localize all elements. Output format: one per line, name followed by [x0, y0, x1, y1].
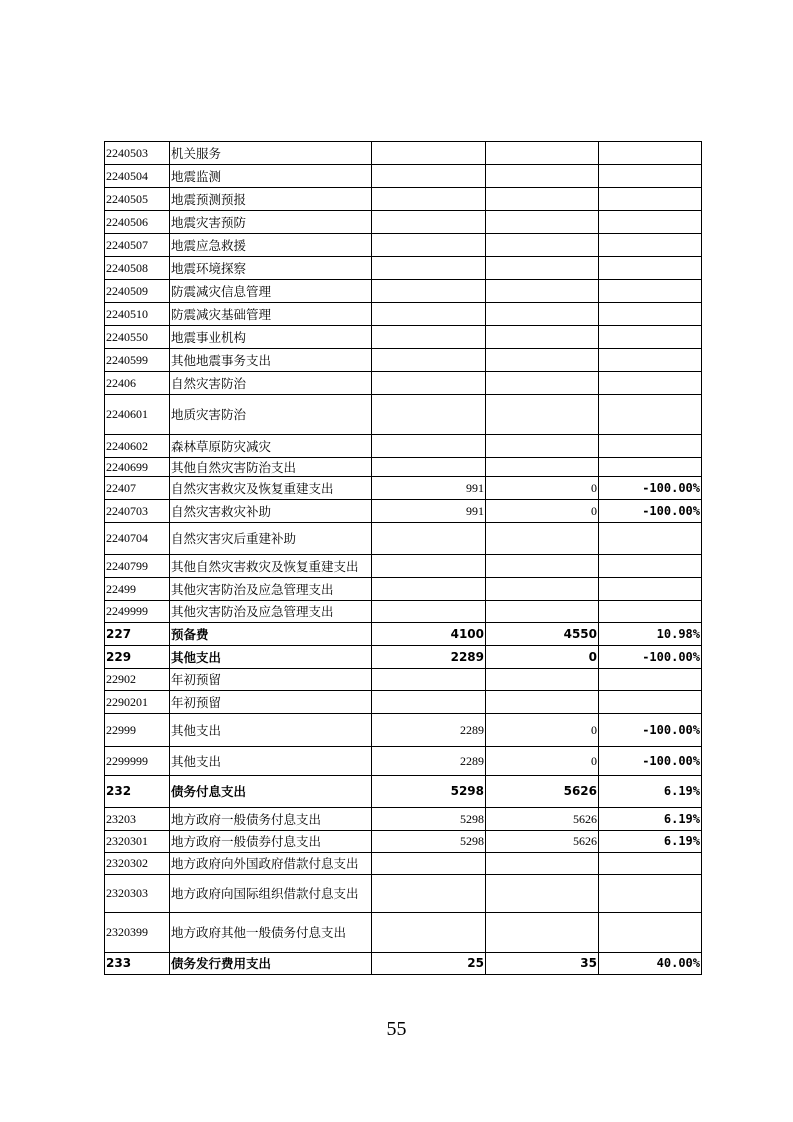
item-name: 自然灾害灾后重建补助	[170, 523, 372, 555]
item-name: 地方政府一般债券付息支出	[170, 831, 372, 853]
item-name: 其他自然灾害防治支出	[170, 458, 372, 477]
item-name: 其他地震事务支出	[170, 349, 372, 372]
prior-amount: 991	[372, 500, 486, 523]
current-amount	[486, 395, 599, 435]
table-row	[105, 601, 702, 623]
table-row	[105, 875, 702, 913]
budget-table	[104, 141, 702, 975]
table-row	[105, 477, 702, 500]
prior-amount: 4100	[372, 623, 486, 646]
change-percent	[599, 188, 702, 211]
current-amount	[486, 326, 599, 349]
item-name: 其他灾害防治及应急管理支出	[170, 578, 372, 601]
prior-amount: 2289	[372, 747, 486, 776]
change-percent: -100.00%	[599, 477, 702, 500]
prior-amount	[372, 234, 486, 257]
table-row	[105, 714, 702, 747]
item-name: 年初预留	[170, 691, 372, 714]
page-number: 55	[386, 1018, 407, 1040]
table-row	[105, 646, 702, 669]
change-percent	[599, 691, 702, 714]
table-row	[105, 747, 702, 776]
item-name: 防震减灾基础管理	[170, 303, 372, 326]
current-amount: 0	[486, 477, 599, 500]
item-name: 地质灾害防治	[170, 395, 372, 435]
item-code: 2320303	[105, 875, 170, 913]
item-code: 2249999	[105, 601, 170, 623]
item-name: 自然灾害救灾及恢复重建支出	[170, 477, 372, 500]
item-name: 地方政府一般债务付息支出	[170, 808, 372, 831]
prior-amount	[372, 669, 486, 691]
current-amount	[486, 234, 599, 257]
change-percent	[599, 280, 702, 303]
table-row	[105, 578, 702, 601]
prior-amount	[372, 303, 486, 326]
change-percent	[599, 211, 702, 234]
item-name: 其他自然灾害救灾及恢复重建支出	[170, 555, 372, 578]
current-amount	[486, 165, 599, 188]
current-amount: 0	[486, 646, 599, 669]
item-name: 年初预留	[170, 669, 372, 691]
change-percent	[599, 395, 702, 435]
change-percent	[599, 435, 702, 458]
change-percent	[599, 555, 702, 578]
item-code: 2240799	[105, 555, 170, 578]
item-code: 2299999	[105, 747, 170, 776]
current-amount	[486, 458, 599, 477]
prior-amount	[372, 555, 486, 578]
change-percent: 10.98%	[599, 623, 702, 646]
change-percent	[599, 326, 702, 349]
item-code: 2240505	[105, 188, 170, 211]
current-amount	[486, 913, 599, 953]
table-row	[105, 623, 702, 646]
change-percent	[599, 601, 702, 623]
item-code: 2240506	[105, 211, 170, 234]
item-code: 22406	[105, 372, 170, 395]
table-row	[105, 395, 702, 435]
item-name: 地方政府向国际组织借款付息支出	[170, 875, 372, 913]
prior-amount: 991	[372, 477, 486, 500]
prior-amount	[372, 691, 486, 714]
item-code: 2240504	[105, 165, 170, 188]
change-percent: 6.19%	[599, 776, 702, 808]
table-row	[105, 669, 702, 691]
prior-amount	[372, 435, 486, 458]
current-amount: 0	[486, 714, 599, 747]
current-amount	[486, 303, 599, 326]
item-name: 防震减灾信息管理	[170, 280, 372, 303]
table-row	[105, 691, 702, 714]
table-row	[105, 257, 702, 280]
item-name: 地方政府向外国政府借款付息支出	[170, 853, 372, 875]
prior-amount: 5298	[372, 776, 486, 808]
current-amount: 0	[486, 747, 599, 776]
prior-amount	[372, 875, 486, 913]
item-code: 2240507	[105, 234, 170, 257]
item-code: 2320301	[105, 831, 170, 853]
prior-amount	[372, 188, 486, 211]
item-code: 2240508	[105, 257, 170, 280]
change-percent: -100.00%	[599, 714, 702, 747]
current-amount	[486, 142, 599, 165]
table-row	[105, 831, 702, 853]
table-row	[105, 142, 702, 165]
change-percent	[599, 372, 702, 395]
item-name: 债务付息支出	[170, 776, 372, 808]
current-amount	[486, 853, 599, 875]
item-name: 其他支出	[170, 646, 372, 669]
current-amount: 0	[486, 500, 599, 523]
prior-amount	[372, 913, 486, 953]
budget-table-body	[105, 142, 702, 975]
table-row	[105, 349, 702, 372]
item-code: 2240601	[105, 395, 170, 435]
current-amount	[486, 188, 599, 211]
change-percent	[599, 165, 702, 188]
prior-amount	[372, 458, 486, 477]
prior-amount	[372, 601, 486, 623]
change-percent: 6.19%	[599, 831, 702, 853]
change-percent: -100.00%	[599, 500, 702, 523]
table-row	[105, 211, 702, 234]
prior-amount	[372, 280, 486, 303]
prior-amount	[372, 211, 486, 234]
current-amount: 5626	[486, 776, 599, 808]
item-code: 2240510	[105, 303, 170, 326]
change-percent	[599, 523, 702, 555]
current-amount	[486, 372, 599, 395]
current-amount: 5626	[486, 808, 599, 831]
table-row	[105, 808, 702, 831]
change-percent: 6.19%	[599, 808, 702, 831]
item-code: 22499	[105, 578, 170, 601]
table-row	[105, 372, 702, 395]
change-percent	[599, 234, 702, 257]
item-name: 机关服务	[170, 142, 372, 165]
prior-amount	[372, 165, 486, 188]
item-code: 2240599	[105, 349, 170, 372]
prior-amount: 5298	[372, 831, 486, 853]
table-row	[105, 776, 702, 808]
change-percent	[599, 875, 702, 913]
item-name: 其他灾害防治及应急管理支出	[170, 601, 372, 623]
prior-amount	[372, 853, 486, 875]
table-row	[105, 555, 702, 578]
table-row	[105, 303, 702, 326]
item-name: 地震环境探察	[170, 257, 372, 280]
current-amount: 5626	[486, 831, 599, 853]
prior-amount	[372, 326, 486, 349]
current-amount	[486, 211, 599, 234]
prior-amount: 2289	[372, 646, 486, 669]
change-percent	[599, 578, 702, 601]
item-code: 2240503	[105, 142, 170, 165]
item-code: 227	[105, 623, 170, 646]
table-row	[105, 234, 702, 257]
item-name: 预备费	[170, 623, 372, 646]
prior-amount	[372, 395, 486, 435]
item-code: 22999	[105, 714, 170, 747]
item-code: 2240704	[105, 523, 170, 555]
item-code: 229	[105, 646, 170, 669]
change-percent: -100.00%	[599, 646, 702, 669]
item-name: 地方政府其他一般债务付息支出	[170, 913, 372, 953]
prior-amount	[372, 578, 486, 601]
table-row	[105, 853, 702, 875]
change-percent	[599, 303, 702, 326]
item-name: 森林草原防灾减灾	[170, 435, 372, 458]
item-name: 自然灾害防治	[170, 372, 372, 395]
item-code: 22407	[105, 477, 170, 500]
table-row	[105, 326, 702, 349]
current-amount: 35	[486, 953, 599, 975]
table-row	[105, 188, 702, 211]
prior-amount	[372, 372, 486, 395]
current-amount	[486, 523, 599, 555]
change-percent	[599, 913, 702, 953]
current-amount	[486, 691, 599, 714]
prior-amount	[372, 142, 486, 165]
table-row	[105, 500, 702, 523]
current-amount	[486, 578, 599, 601]
item-name: 其他支出	[170, 714, 372, 747]
table-row	[105, 435, 702, 458]
prior-amount	[372, 257, 486, 280]
item-code: 2240550	[105, 326, 170, 349]
item-name: 债务发行费用支出	[170, 953, 372, 975]
change-percent	[599, 257, 702, 280]
item-name: 其他支出	[170, 747, 372, 776]
change-percent	[599, 458, 702, 477]
current-amount: 4550	[486, 623, 599, 646]
change-percent: -100.00%	[599, 747, 702, 776]
item-code: 2320302	[105, 853, 170, 875]
item-code: 22902	[105, 669, 170, 691]
prior-amount: 25	[372, 953, 486, 975]
prior-amount: 2289	[372, 714, 486, 747]
current-amount	[486, 280, 599, 303]
item-code: 233	[105, 953, 170, 975]
change-percent	[599, 669, 702, 691]
item-name: 地震应急救援	[170, 234, 372, 257]
table-row	[105, 280, 702, 303]
item-code: 2320399	[105, 913, 170, 953]
current-amount	[486, 875, 599, 913]
current-amount	[486, 435, 599, 458]
item-code: 2240703	[105, 500, 170, 523]
table-row	[105, 913, 702, 953]
current-amount	[486, 555, 599, 578]
change-percent	[599, 853, 702, 875]
current-amount	[486, 257, 599, 280]
change-percent	[599, 142, 702, 165]
item-code: 23203	[105, 808, 170, 831]
change-percent: 40.00%	[599, 953, 702, 975]
table-row	[105, 523, 702, 555]
prior-amount	[372, 523, 486, 555]
table-row	[105, 458, 702, 477]
item-code: 2290201	[105, 691, 170, 714]
item-code: 232	[105, 776, 170, 808]
item-code: 2240602	[105, 435, 170, 458]
prior-amount: 5298	[372, 808, 486, 831]
table-row	[105, 165, 702, 188]
change-percent	[599, 349, 702, 372]
table-row	[105, 953, 702, 975]
item-code: 2240699	[105, 458, 170, 477]
item-name: 地震监测	[170, 165, 372, 188]
item-name: 地震预测预报	[170, 188, 372, 211]
current-amount	[486, 349, 599, 372]
current-amount	[486, 601, 599, 623]
item-name: 自然灾害救灾补助	[170, 500, 372, 523]
prior-amount	[372, 349, 486, 372]
item-name: 地震事业机构	[170, 326, 372, 349]
current-amount	[486, 669, 599, 691]
item-code: 2240509	[105, 280, 170, 303]
item-name: 地震灾害预防	[170, 211, 372, 234]
